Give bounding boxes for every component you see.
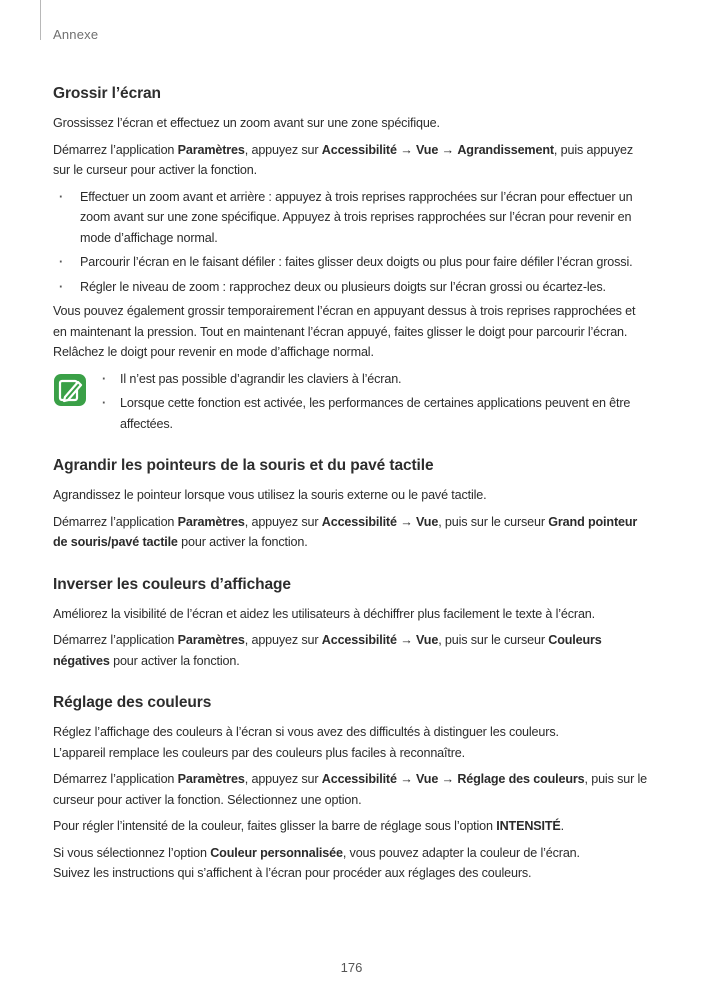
- menu-term: Réglage des couleurs: [457, 772, 585, 786]
- option-term: Couleur personnalisée: [210, 845, 343, 860]
- text: pour activer la fonction.: [109, 653, 240, 668]
- section-title: Inverser les couleurs d’affichage: [53, 575, 291, 593]
- option-term: INTENSITÉ: [496, 819, 561, 833]
- text: Démarrez l’application: [53, 633, 178, 647]
- page-number: 176: [340, 960, 363, 975]
- arrow-separator: →: [396, 633, 416, 647]
- text: Pour régler l’intensité de la couleur, faites glisser la barre de réglage sous l’option: [53, 819, 497, 833]
- text: Réglez l’affichage des couleurs à l’écran si vous avez des difficultés à distinguer les couleurs.: [53, 725, 559, 739]
- note-bullet-list: [101, 369, 649, 435]
- text: L’appareil remplace les couleurs par des couleurs plus faciles à reconnaître.: [53, 745, 465, 760]
- menu-term: Vue: [416, 514, 439, 529]
- text: .: [560, 819, 565, 833]
- paragraph: Grossissez l’écran et effectuez un zoom avant sur une zone spécifique.: [53, 116, 440, 130]
- list-item: · Parcourir l’écran en le faisant défiler : faites glisser deux doigts ou plus pour faire défiler l’écran grossi.: [53, 252, 649, 273]
- arrow-separator: →: [396, 142, 416, 157]
- list-item: · Régler le niveau de zoom : rapprochez deux ou plusieurs doigts sur l’écran grossi ou écartez-les.: [53, 277, 649, 298]
- list-item: · Il n’est pas possible d’agrandir les claviers à l’écran.: [101, 369, 649, 390]
- instruction-paragraph: [53, 512, 649, 553]
- menu-term: Vue: [416, 633, 439, 647]
- section-title: Grossir l’écran: [53, 85, 161, 102]
- list-item: · Effectuer un zoom avant et arrière : appuyez à trois reprises rapprochées sur l’écran pour effectuer un zoom avant sur une zone spécifique. Appuyez à trois reprises rapprochées sur l’écran pour revenir en mode d’affichage normal.: [53, 187, 649, 249]
- instruction-paragraph: [53, 140, 649, 181]
- note-pencil-icon: [53, 373, 87, 407]
- text: Suivez les instructions qui s’affichent à l’écran pour procéder aux réglages des couleurs.: [53, 866, 532, 880]
- menu-term: Agrandissement: [457, 142, 554, 157]
- text: , appuyez sur: [244, 142, 322, 157]
- menu-term: Accessibilité: [321, 633, 397, 647]
- menu-term: Accessibilité: [321, 514, 397, 529]
- menu-term: Paramètres: [177, 142, 245, 157]
- instruction-paragraph: [53, 630, 649, 671]
- arrow-separator: →: [396, 514, 416, 529]
- section-title: Agrandir les pointeurs de la souris et du pavé tactile: [53, 457, 434, 474]
- page-content: [53, 84, 649, 890]
- paragraph: [53, 722, 649, 763]
- text: , appuyez sur: [244, 514, 322, 529]
- bullet-list: [53, 187, 649, 298]
- text: Démarrez l’application: [53, 772, 178, 786]
- text: , appuyez sur: [244, 772, 322, 786]
- instruction-paragraph: [53, 769, 649, 810]
- menu-term: Vue: [416, 772, 439, 786]
- menu-term: Paramètres: [177, 514, 245, 529]
- menu-term: Accessibilité: [321, 772, 397, 786]
- menu-term: Couleurs négatives: [53, 633, 602, 668]
- list-item: · Lorsque cette fonction est activée, les performances de certaines applications peuvent en être affectées.: [101, 393, 649, 434]
- text: Démarrez l’application: [53, 514, 178, 529]
- paragraph: Agrandissez le pointeur lorsque vous utilisez la souris externe ou le pavé tactile.: [53, 488, 487, 502]
- section-title: Réglage des couleurs: [53, 694, 212, 711]
- section-reglage-couleurs: [53, 693, 649, 884]
- text: , puis sur le curseur: [438, 633, 549, 647]
- text: Démarrez l’application: [53, 142, 178, 157]
- section-agrandir-pointeurs: [53, 456, 649, 553]
- arrow-separator: →: [438, 142, 458, 157]
- text: , puis sur le curseur: [438, 514, 549, 529]
- margin-rule: [40, 0, 41, 40]
- menu-term: Vue: [416, 142, 439, 157]
- text: , puis sur le curseur pour activer la fonction. Sélectionnez une option.: [53, 772, 647, 807]
- note-box: [53, 369, 649, 435]
- menu-term: Paramètres: [177, 633, 245, 647]
- menu-term: Paramètres: [177, 772, 245, 786]
- paragraph: Vous pouvez également grossir temporairement l’écran en appuyant dessus à trois reprises rapprochées et en maintenant la pression. Tout en maintenant l’écran appuyé, faites glisser le doigt pour parcourir l’écran. Relâchez le doigt pour revenir en mode d’affichage normal.: [53, 304, 636, 359]
- arrow-separator: →: [396, 772, 416, 786]
- page-header: Annexe: [53, 27, 99, 42]
- menu-term: Accessibilité: [321, 142, 397, 157]
- text: pour activer la fonction.: [177, 535, 308, 549]
- text: Si vous sélectionnez l’option: [53, 845, 211, 860]
- arrow-separator: →: [438, 772, 458, 786]
- section-grossir-ecran: [53, 84, 649, 434]
- paragraph: Améliorez la visibilité de l’écran et aidez les utilisateurs à déchiffrer plus facilement le texte à l’écran.: [53, 606, 596, 621]
- text: , appuyez sur: [244, 633, 322, 647]
- section-inverser-couleurs: [53, 575, 649, 672]
- paragraph: [53, 843, 649, 884]
- text: , puis appuyez sur le curseur pour activer la fonction.: [53, 142, 634, 177]
- paragraph: [53, 816, 649, 837]
- menu-term: Grand pointeur de souris/pavé tactile: [53, 514, 638, 549]
- text: , vous pouvez adapter la couleur de l’écran.: [342, 845, 580, 860]
